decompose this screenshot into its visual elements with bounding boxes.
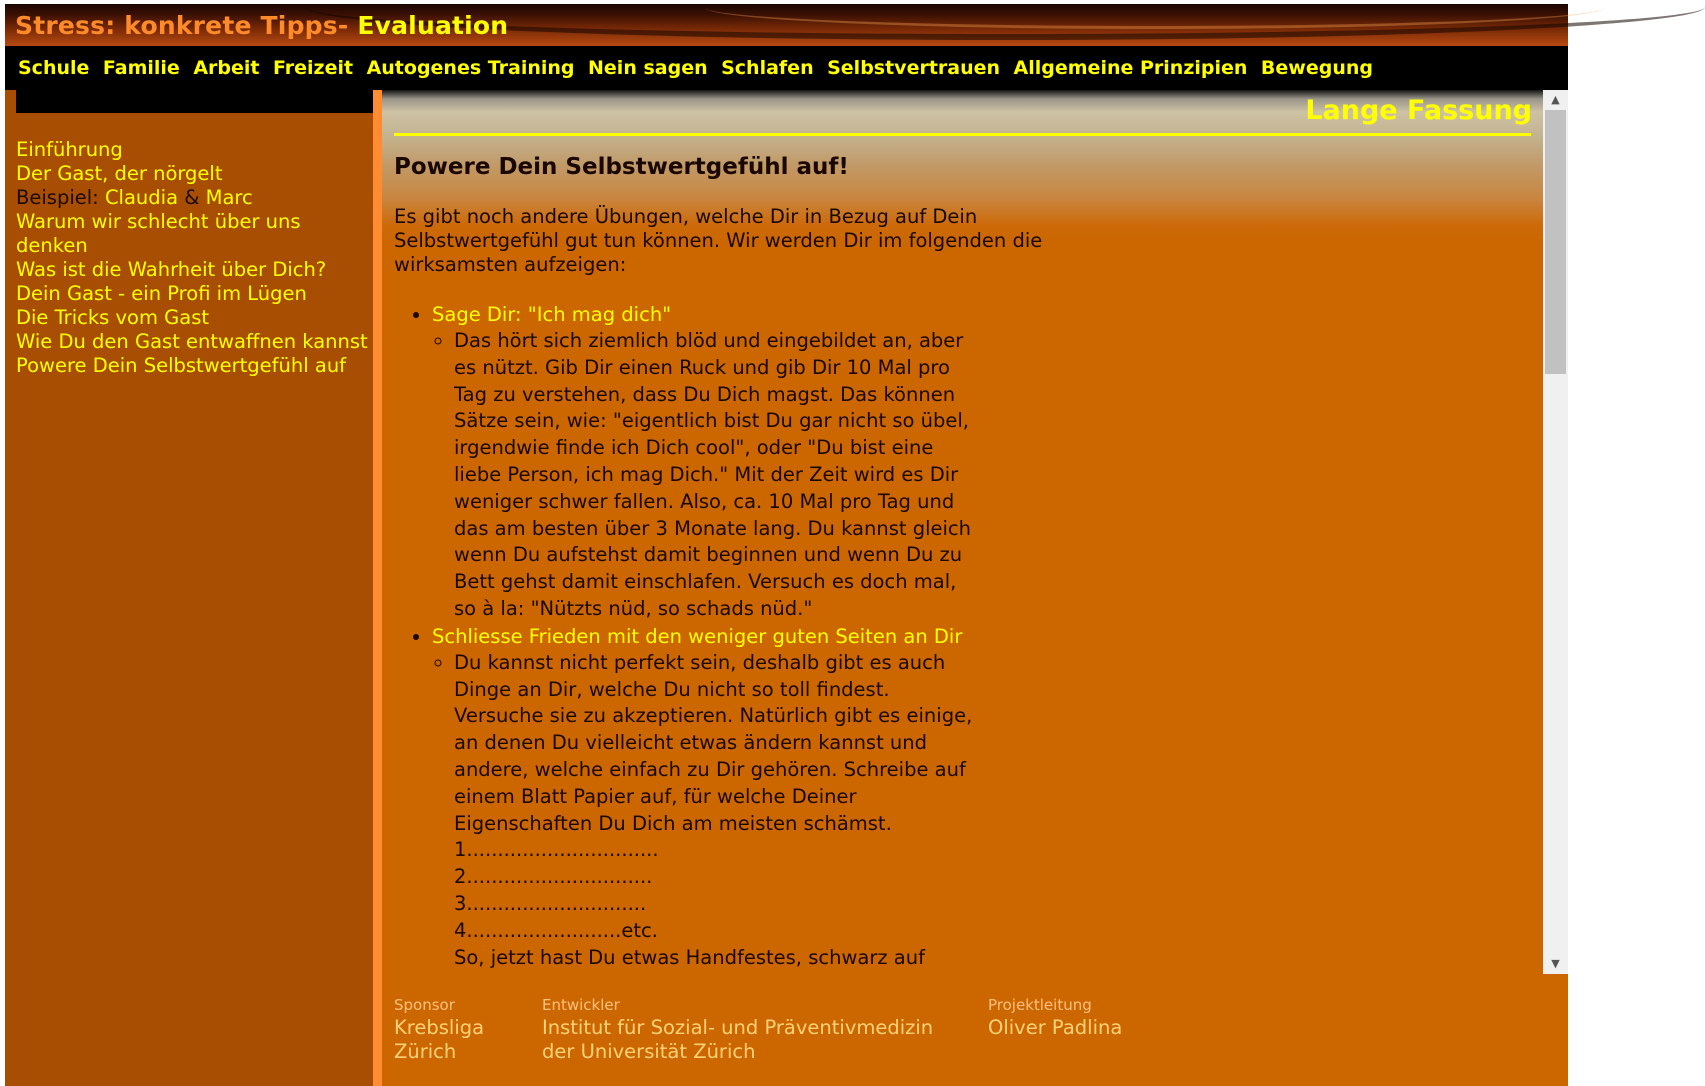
footer <box>382 974 1568 1086</box>
tip-text-continued: So, jetzt hast Du etwas Handfestes, schwarz auf <box>454 945 925 969</box>
nav-item-familie[interactable]: Familie <box>102 57 180 79</box>
fill-in-line-3: 3............................. <box>454 891 647 915</box>
header-divider-rule <box>394 133 1531 136</box>
footer-project-lead-label: Projektleitung <box>988 996 1092 1014</box>
tip-heading[interactable]: Schliesse Frieden mit den weniger guten Seiten an Dir <box>432 624 963 648</box>
sidebar-menu <box>16 138 372 378</box>
footer-sponsor-link[interactable]: Krebsliga Zürich <box>394 1016 485 1063</box>
page-title: Powere Dein Selbstwertgefühl auf! <box>394 154 849 180</box>
sidebar-link-marc[interactable]: Marc <box>205 186 253 209</box>
list-item <box>432 301 1044 623</box>
sidebar-item-powere[interactable]: Powere Dein Selbstwertgefühl auf <box>16 354 347 377</box>
tips-list <box>394 301 1044 1025</box>
nav-item-autogenes-training[interactable]: Autogenes Training <box>366 57 575 79</box>
sidebar-top-bar <box>16 90 373 113</box>
nav-item-allgemeine-prinzipien[interactable]: Allgemeine Prinzipien <box>1013 57 1248 79</box>
tip-heading[interactable]: Sage Dir: "Ich mag dich" <box>432 303 672 326</box>
footer-project-lead-link[interactable]: Oliver Padlina <box>988 1016 1123 1039</box>
main-content-area <box>382 90 1568 974</box>
fill-in-line-1: 1............................... <box>454 838 659 862</box>
nav-item-schlafen[interactable]: Schlafen <box>721 57 814 79</box>
site-title <box>15 11 508 40</box>
tip-text: ◦ Das hört sich ziemlich blöd und eingebildet an, aber es nützt. Gib Dir einen Ruck und gib Dir 10 Mal pro Tag zu verstehen, dass Du Dich magst. Das können Sätze sein, wie: "eigentlich bist Du gar nicht so übel, irgendwie finde ich Dich cool", oder "Du bist eine liebe Person, ich mag Dich." Mit der Zeit wird es Dir weniger schwer fallen. Also, ca. 10 Mal pro Tag und das am besten über 3 Monate lang. Du kannst gleich wenn Du aufstehst damit beginnen und wenn Du zu Bett gehst damit einschlafen. Versuch es doch mal, so à la: "Nützts nüd, so schads nüd." <box>454 329 972 620</box>
sidebar-item-beispiel <box>16 186 372 210</box>
scroll-up-arrow-icon[interactable]: ▲ <box>1551 93 1560 106</box>
nav-item-schule[interactable]: Schule <box>18 57 90 79</box>
fill-in-line-4: 4.........................etc. <box>454 918 658 942</box>
nav-item-selbstvertrauen[interactable]: Selbstvertrauen <box>827 57 1001 79</box>
footer-developer-link[interactable]: Institut für Sozial- und Präventivmedizin der Universität Zürich <box>542 1016 934 1063</box>
version-label-lange-fassung[interactable]: Lange Fassung <box>1305 95 1532 126</box>
scrollbar-thumb[interactable] <box>1545 110 1566 374</box>
site-title-evaluation-link[interactable]: Evaluation <box>357 11 509 40</box>
sidebar-ampersand: & <box>178 186 206 209</box>
list-item <box>454 650 1044 1025</box>
scroll-down-arrow-icon[interactable]: ▼ <box>1551 957 1560 970</box>
top-navigation <box>5 46 1568 90</box>
footer-sponsor <box>394 996 524 1063</box>
list-item <box>432 623 1044 1025</box>
sidebar-item-warum-schlecht[interactable]: Warum wir schlecht über uns denken <box>16 210 301 257</box>
page-frame <box>5 4 1568 1086</box>
article-body <box>394 205 1044 1025</box>
site-header <box>5 4 1568 46</box>
main-scrollbar[interactable] <box>1543 90 1568 974</box>
sidebar-item-tricks[interactable]: Die Tricks vom Gast <box>16 306 210 329</box>
sidebar-item-entwaffnen[interactable]: Wie Du den Gast entwaffnen kannst <box>16 330 368 353</box>
sidebar <box>5 90 373 1086</box>
sidebar-divider <box>373 90 382 1086</box>
footer-developer <box>542 996 962 1063</box>
footer-developer-label: Entwickler <box>542 996 620 1014</box>
sidebar-item-gast-noergelt[interactable]: Der Gast, der nörgelt <box>16 162 223 185</box>
tip-text: ◦ Du kannst nicht perfekt sein, deshalb gibt es auch Dinge an Dir, welche Du nicht so toll findest. Versuche sie zu akzeptieren. Natürlich gibt es einige, an denen Du vielleicht etwas ändern kannst und andere, welche einfach zu Dir gehören. Schreibe auf einem Blatt Papier auf, für welche Deiner Eigenschaften Du Dich am meisten schämst. <box>454 650 973 835</box>
tip-detail-list <box>432 650 1044 1025</box>
nav-item-freizeit[interactable]: Freizeit <box>273 57 354 79</box>
sidebar-item-profi-luegen[interactable]: Dein Gast - ein Profi im Lügen <box>16 282 307 305</box>
nav-item-nein-sagen[interactable]: Nein sagen <box>588 57 708 79</box>
intro-paragraph: Es gibt noch andere Übungen, welche Dir in Bezug auf Dein Selbstwertgefühl gut tun können. Wir werden Dir im folgenden die wirksamsten aufzeigen: <box>394 205 1043 276</box>
nav-item-arbeit[interactable]: Arbeit <box>193 57 260 79</box>
footer-project-lead <box>988 996 1288 1040</box>
tip-detail-list <box>432 328 1044 623</box>
site-title-main: Stress: konkrete Tipps- <box>15 11 349 40</box>
sidebar-link-claudia[interactable]: Claudia <box>104 186 179 209</box>
fill-in-line-2: 2.............................. <box>454 865 653 889</box>
nav-item-bewegung[interactable]: Bewegung <box>1260 57 1373 79</box>
footer-sponsor-label: Sponsor <box>394 996 455 1014</box>
sidebar-item-einfuehrung[interactable]: Einführung <box>16 138 123 161</box>
sidebar-beispiel-label: Beispiel: <box>16 186 105 209</box>
list-item <box>454 328 1044 623</box>
sidebar-item-wahrheit[interactable]: Was ist die Wahrheit über Dich? <box>16 258 327 281</box>
